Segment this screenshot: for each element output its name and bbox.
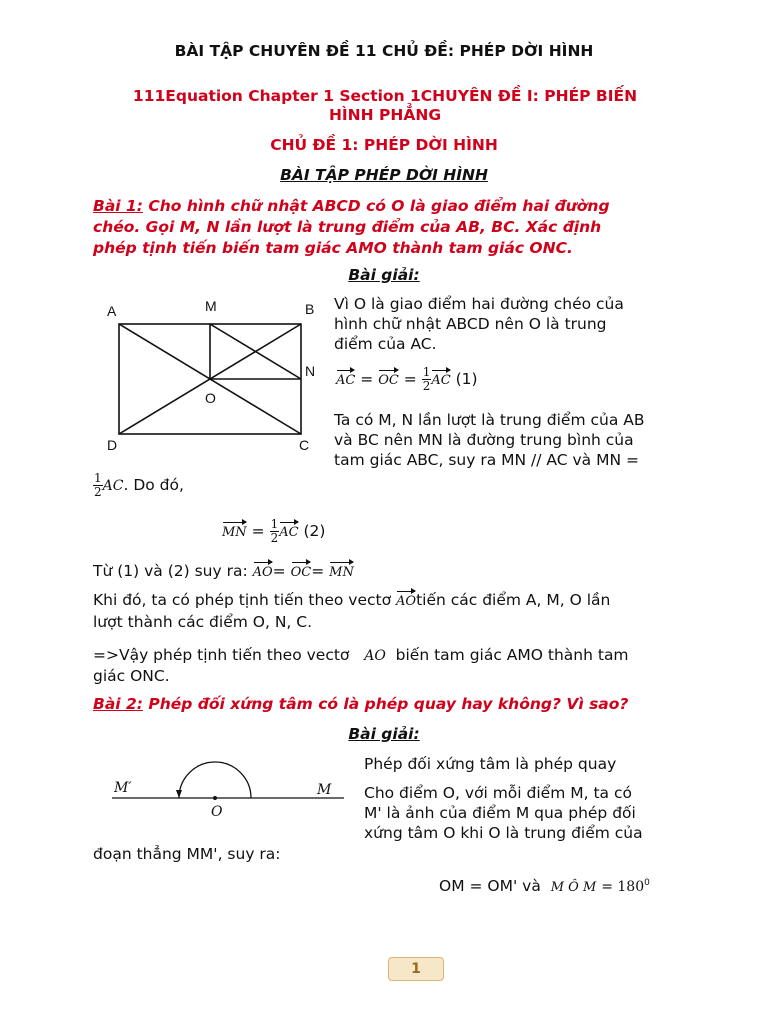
bai1-line3: điểm của AC.: [334, 335, 437, 353]
bai1-solution-label: Bài giải:: [348, 266, 420, 284]
label-a: A: [107, 303, 117, 319]
vector-ao: AO: [396, 592, 416, 612]
bai2-final-equation: [439, 873, 650, 898]
bai1-line2: hình chữ nhật ABCD nên O là trung: [334, 315, 607, 333]
bai2-line5: đoạn thẳng MM', suy ra:: [93, 845, 281, 863]
arc-arrow-icon: [176, 790, 182, 798]
bai1-explanation: [334, 294, 694, 354]
fraction-half: [270, 518, 280, 545]
khi-do-b: tiến các điểm A, M, O lần: [416, 591, 611, 609]
degree-sup: 0: [644, 878, 650, 888]
fraction-num: 1: [270, 517, 279, 531]
fraction-half: [422, 366, 432, 393]
point-o: [213, 796, 217, 800]
eq-sign: =: [403, 370, 417, 388]
topic-heading: CHỦ ĐỀ 1: PHÉP DỜI HÌNH: [270, 136, 498, 154]
eq-sign: =: [251, 522, 265, 540]
fraction-num: 1: [422, 365, 431, 379]
bai1-conclusion: [93, 645, 693, 686]
bai1-question-line1: [93, 196, 693, 217]
fraction-half: [93, 472, 103, 499]
vector-mn: MN: [329, 563, 354, 583]
rotation-arc: [179, 762, 251, 798]
vector-oc: OC: [291, 563, 312, 583]
chapter-heading-line1: 111Equation Chapter 1 Section 1CHUYÊN ĐỀ I: PHÉP BIẾN: [132, 87, 638, 105]
math-ac: AC: [102, 478, 124, 494]
math-ao: AO: [364, 648, 386, 664]
vector-ac: AC: [336, 371, 355, 391]
bai1-midline-text: [334, 410, 694, 470]
vector-ac: AC: [279, 523, 298, 543]
bai2-explanation: [364, 754, 694, 843]
vector-oc: OC: [378, 371, 399, 391]
point-reflection-figure: [108, 752, 348, 822]
bai1-translation-line1: [93, 590, 693, 612]
bai1-question-line2: chéo. Gọi M, N lần lượt là trung điểm của AB, BC. Xác định: [93, 218, 602, 236]
page-number: 1: [388, 957, 444, 981]
final-text: OM = OM' và: [439, 877, 541, 896]
conclusion-a: =>Vậy phép tịnh tiến theo vectơ: [93, 646, 350, 664]
bai1-question-text1: Cho hình chữ nhật ABCD có O là giao điểm hai đường: [142, 197, 610, 215]
khi-do-a: Khi đó, ta có phép tịnh tiến theo vectơ: [93, 591, 392, 609]
label-m: M: [317, 782, 332, 798]
conclusion-b: biến tam giác AMO thành tam: [395, 646, 629, 664]
fraction-den: 2: [270, 531, 279, 545]
bai1-conclusion-line1: [93, 645, 693, 666]
vector-ao: AO: [253, 563, 273, 583]
label-d: D: [107, 437, 118, 453]
fraction-den: 2: [422, 379, 431, 393]
bai2-line2: Cho điểm O, với mỗi điểm M, ta có: [364, 784, 632, 802]
bai2-line3: M' là ảnh của điểm M qua phép đối: [364, 804, 636, 822]
bai2-solution-label: Bài giải:: [348, 725, 420, 743]
bai1-question-line3: phép tịnh tiến biến tam giác AMO thành tam giác ONC.: [93, 239, 573, 257]
equation-1: [336, 366, 478, 393]
bai1-line5: và BC nên MN là đường trung bình của: [334, 431, 634, 449]
label-o: O: [211, 804, 223, 820]
bai1-line6: tam giác ABC, suy ra MN // AC và MN =: [334, 451, 639, 469]
label-m-prime: M′: [114, 780, 132, 796]
bai1-line7: [93, 472, 184, 499]
label-c: C: [299, 437, 310, 453]
eq-sign: =: [360, 370, 374, 388]
eq-sign: =: [311, 562, 325, 580]
exercise-heading: BÀI TẬP PHÉP DỜI HÌNH: [280, 166, 488, 184]
eq-sign: =: [272, 562, 286, 580]
vector-mn: MN: [222, 523, 247, 543]
label-b: B: [305, 301, 315, 317]
bai1-translation-line2: lượt thành các điểm O, N, C.: [93, 613, 313, 631]
chapter-heading-line2: HÌNH PHẲNG: [328, 106, 442, 124]
equation-2: [222, 518, 325, 545]
chapter-heading: [100, 87, 670, 125]
label-o: O: [205, 390, 216, 406]
bai2-line4: xứng tâm O khi O là trung điểm của: [364, 824, 643, 842]
final-eq: = 180: [601, 879, 645, 896]
bai2-label: Bài 2:: [93, 695, 143, 713]
bai1-question: [93, 196, 693, 259]
equation-2-label: (2): [303, 522, 326, 540]
label-n: N: [305, 363, 316, 379]
fraction-den: 2: [94, 485, 102, 499]
bai1-translation-text: [93, 590, 693, 632]
bai1-from-text: Từ (1) và (2) suy ra:: [93, 562, 248, 580]
bai1-label: Bài 1:: [93, 197, 143, 215]
bai2-question-text: Phép đối xứng tâm có là phép quay hay không? Vì sao?: [142, 695, 629, 713]
bai1-line1: Vì O là giao điểm hai đường chéo của: [334, 295, 624, 313]
rectangle-figure: [100, 292, 322, 460]
vector-ac: AC: [431, 371, 450, 391]
bai1-from-line: [93, 561, 354, 583]
bai1-do-do: . Do đó,: [123, 476, 184, 494]
bai1-conclusion-line2: giác ONC.: [93, 667, 170, 685]
bai2-question: [93, 694, 628, 714]
fraction-num: 1: [94, 471, 102, 485]
bai1-line4: Ta có M, N lần lượt là trung điểm của AB: [334, 411, 645, 429]
document-title: BÀI TẬP CHUYÊN ĐỀ 11 CHỦ ĐỀ: PHÉP DỜI HÌNH: [174, 42, 594, 60]
angle-mom: M Ô M: [550, 880, 597, 896]
label-m: M: [205, 298, 217, 314]
equation-1-label: (1): [455, 370, 478, 388]
bai2-line1: Phép đối xứng tâm là phép quay: [364, 755, 617, 773]
